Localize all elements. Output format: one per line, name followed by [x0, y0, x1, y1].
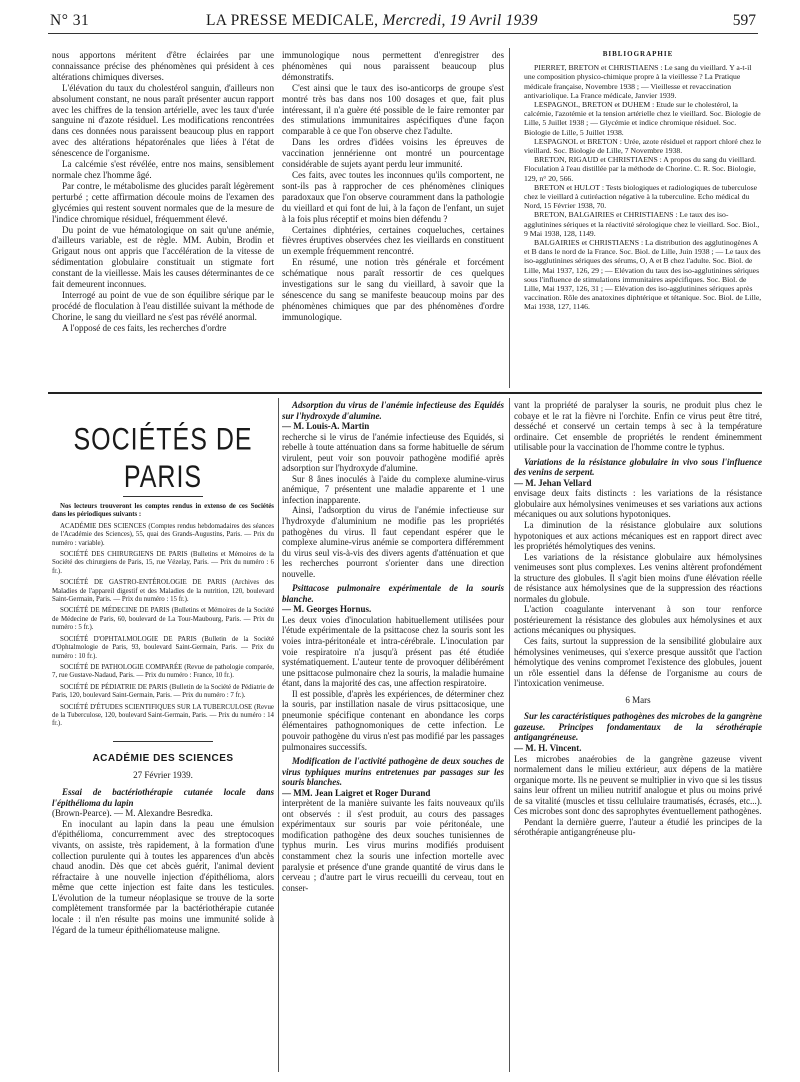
bibliography-title: BIBLIOGRAPHIE [602, 50, 674, 58]
list-item: SOCIÉTÉ DE PÉDIATRIE DE PARIS (Bulletin de la Société de Pédiatrie de Paris, 120, boulevard Saint-Germain, Paris. — Prix du numéro : 7 fr.). [52, 683, 274, 700]
divider [113, 741, 213, 742]
bibliography-entry: BRETON et HULOT : Tests biologiques et radiologiques de tuberculose chez le vieillard à cutiréaction négative à la tuberculine. Echo médical du Nord, 15 Février 1938, 70. [524, 182, 758, 211]
journal-title: LA PRESSE MEDICALE, Mercredi, 19 Avril 1939 [206, 12, 538, 29]
article-author: (Brown-Pearce). — M. Alexandre Besredka. [52, 808, 213, 819]
article-body: Ainsi, l'adsorption du virus de l'anémie infectieuse sur l'hydroxyde d'aluminium ne modifie pas les propriétés pathogènes du virus. Il faut cependant espérer que le complexe alumine-virus anémie se comportera différemment du virus seul vis-à-vis des divers agents d'atténuation et que les recherches pourront s'orienter dans une direction nouvelle. [282, 505, 504, 579]
article-body: Sur 8 ânes inoculés à l'aide du complexe alumine-virus anémique, 7 présentent une maladie apparente et 1 une infection inapparente. [282, 473, 504, 505]
article-title: Sur les caractéristiques pathogènes des microbes de la gangrène gazeuse. Principes fondamentaux de la sérothérapie antigangréneuse. [514, 711, 762, 743]
section-divider [48, 392, 762, 394]
bibliography [514, 50, 762, 390]
article-author: — M. Louis-A. Martin [282, 421, 370, 432]
divider [123, 496, 203, 497]
paragraph: C'est ainsi que le taux des iso-anticorps de groupe s'est montré très bas dans nos 100 dosages et que, fait plus intéressant, il n'a guère été possible de le faire remonter par des stimulations immunitaires aspécifiques d'une façon comparable à ce que l'on observe chez l'adulte. [282, 82, 504, 137]
column-divider [509, 398, 510, 1072]
academy-heading: ACADÉMIE DES SCIENCES [92, 752, 234, 764]
bibliography-entry: LESPAGNOL, BRETON et DUHEM : Etude sur le cholestérol, la calcémie, l'azotémie et la tension artérielle chez le vieillard. Soc. Biologie de Lille, 5 Juillet 1938 ; — Glycémie et indice chromique résiduel. Soc. Biologie de Lille, 5 Juillet 1938. [524, 100, 761, 137]
article-body: recherche si le virus de l'anémie infectieuse des Equidés, si rebelle à toute atténuation dans sa forme habituelle de sérum virulent, peut voir son pouvoir pathogène modifié après adsorption sur l'hydroxyde d'alumine. [282, 431, 504, 474]
session-date: 27 Février 1939. [133, 770, 193, 781]
page-number: 597 [732, 12, 756, 29]
article-body: envisage deux faits distincts : les variations de la résistance globulaire aux hémolysines venimeuses et ses variations aux actions mécaniques ou aux solutions hypotoniques. [514, 488, 762, 520]
article-body: Pendant la dernière guerre, l'auteur a étudié les principes de la sérothérapie antigangréneuse plu- [514, 816, 762, 838]
article-title: Psittacose pulmonaire expérimentale de la souris blanche. [282, 583, 504, 604]
article-body: L'action coagulante intervenant à son tour renforce postérieurement la résistance des globules aux hémolysines et aux actions mécaniques ou physiques. [514, 604, 762, 636]
column-divider [278, 398, 279, 1072]
article-column-1 [52, 50, 274, 386]
article-title: Variations de la résistance globulaire in vivo sous l'influence des venins de serpent. [514, 456, 762, 478]
article-column-2 [282, 50, 504, 386]
paragraph: Dans les ordres d'idées voisins les épreuves de vaccination jennérienne ont montré un pourcentage considérable de sujets ayant perdu leur immunité. [282, 137, 504, 170]
list-item: SOCIÉTÉ D'ÉTUDES SCIENTIFIQUES SUR LA TUBERCULOSE (Revue de la Tuberculose, 120, boulevard Saint-Germain, Paris. — Prix du numéro : 14 fr.). [52, 703, 274, 728]
article-author: — MM. Jean Laigret et Roger Durand [282, 787, 431, 798]
article-author: — M. Georges Hornus. [282, 604, 372, 615]
paragraph: nous apportons méritent d'être éclairées par une connaissance précise des phénomènes qui président à ces altérations chimiques diverses. [52, 50, 274, 82]
reports-column-2 [282, 400, 504, 1072]
paragraph: immunologique nous permettent d'enregistrer des phénomènes qui nous paraissent beaucoup plus démonstratifs. [282, 50, 504, 82]
article-body: Les deux voies d'inoculation habituellement utilisées pour l'étude expérimentale de la psittacose chez la souris sont les voies intra-péritonéale et intra-cérébrale. L'inoculation par voie respiratoire n'a jusqu'à présent pas été étudiée systématiquement. L'auteur tente de provoquer délibérément une psittacose pulmonaire chez la souris, la maladie humaine étant, dans la majorité des cas, une affection respiratoire. [282, 614, 504, 689]
article-body: vant la propriété de paralyser la souris, ne produit plus chez le cobaye et le rat la fièvre ni l'orchite. Enfin ce virus peut être titré, desséché et conservé un certain temps à sec à la température ordinaire. Cet ensemble de propriétés le rendent éminemment utilisable pour la vaccination de l'homme contre le typhus. [514, 400, 762, 453]
paragraph: Certaines diphtéries, certaines coqueluches, certaines fièvres éruptives observées chez les vieillards en constituent un exemple fréquemment rencontré. [282, 224, 504, 257]
page-header [48, 6, 758, 34]
list-item: SOCIÉTÉ DE MÉDECINE DE PARIS (Bulletins et Mémoires de la Société de Médecine de Paris, 60, boulevard de La Tour-Maubourg, Paris. — Prix du numéro : 5 fr.). [52, 607, 274, 632]
paragraph: A l'opposé de ces faits, les recherches d'ordre [62, 322, 227, 333]
list-item: SOCIÉTÉ D'OPHTALMOLOGIE DE PARIS (Bulletin de la Société d'Ophtalmologie de Paris, 93, boulevard Saint-Germain, Paris. — Prix du numéro : 10 fr.). [52, 635, 274, 660]
section-title: SOCIÉTÉS DE PARIS [73, 421, 253, 495]
paragraph: Du point de vue hématologique on sait qu'une anémie, d'ailleurs variable, est de règle. MM. Aubin, Brodin et Grigaut nous ont appris que l'accélération de la vitesse de sédimentation globulaire constituait un stigmate fort constant de la vieillesse. Mais les causes déterminantes de ce fait demeurent inconnues. [52, 224, 274, 290]
paragraph: Interrogé au point de vue de son équilibre sérique par le procédé de floculation à l'eau distillée suivant la méthode de Chorine, le sang du vieillard ne s'est pas révélé anormal. [52, 289, 274, 322]
article-body: Les variations de la résistance globulaire aux hémolysines venimeuses sont plus complexes. Les venins altèrent profondément la structure des globules. Il s'agit bien moins d'une élévation réelle de résistance aux hémolysines que de la suppression des réactions normales du globule. [514, 551, 762, 604]
session-date: 6 Mars [625, 694, 651, 705]
article-title: Essai de bactériothérapie cutanée locale dans l'épithélioma du lapin [52, 786, 274, 808]
paragraph: Ces faits, avec toutes les inconnues qu'ils comportent, ne sont-ils pas à rapprocher de ces phénomènes cliniques paradoxaux que l'on observe couramment dans la pathologie du vieillard et qui font de lui, à la façon de l'enfant, un sujet à la fois plus réceptif et moins bien défendu ? [282, 169, 504, 224]
list-item: SOCIÉTÉ DE PATHOLOGIE COMPARÉE (Revue de pathologie comparée, 7, rue Gustave-Nadaud, Paris. — Prix du numéro : France, 10 fr.). [52, 663, 274, 680]
article-body: Il est possible, d'après les expériences, de déterminer chez la souris, par instillation nasale de virus psittacosique, une pneumonie spécifique contenant en abondance les corps élémentaires pathognomoniques de cette infection. Le pouvoir pathogène du virus n'est pas modifié par les passages pulmonaires successifs. [282, 688, 504, 752]
bibliography-entry: BRETON, BALGAIRIES et CHRISTIAENS : Le taux des iso-agglutinines sériques et la réactivité sérologique chez le vieillard. Soc. Biol., 9 Mai 1938, 128, 1149. [524, 210, 760, 238]
issue-number: N° 31 [50, 12, 90, 29]
bibliography-entry: BALGAIRIES et CHRISTIAENS : La distribution des agglutinogènes A et B dans le nord de la France. Soc. Biol. de Lille, Juin 1938 ; — Le taux des iso-agglutinines sériques des sérums, O, A et B chez l'adulte. Soc. Biol. de Lille, Mai 1937, 126, 29 ; — Elévation du taux des iso-agglutinines sériques sous l'influence de stimulations immunitaires aspécifiques. Soc. Biol. de Lille, Mai 1937, 126, 31 ; — Elévation des iso-agglutinines sériques après vaccination. Rôle des anatoxines diphtérique et tétanique. Soc. Biol. de Lille, Mai 1938, 127, 1146. [524, 238, 762, 312]
periodicals-intro: Nos lecteurs trouveront les comptes rendus in extenso de ces Sociétés dans les périodiques suivants : [52, 503, 274, 519]
article-body: La diminution de la résistance globulaire aux solutions hypotoniques et aux actions mécaniques est en rapport direct avec les propriétés hémolytiques des venins. [514, 520, 762, 552]
bibliography-entry: BRETON, RIGAUD et CHRISTIAENS : A propos du sang du vieillard. Floculation à l'eau distillée par la méthode de Chorine. C. R. Soc. Biologie, 129, n° 20, 566. [524, 155, 756, 183]
list-item: SOCIÉTÉ DE GASTRO-ENTÉROLOGIE DE PARIS (Archives des Maladies de l'appareil digestif et des Maladies de la nutrition, 120, boulevard Saint-Germain, Paris. — Prix du numéro : 15 fr.). [52, 579, 274, 604]
article-author: — M. H. Vincent. [514, 742, 582, 753]
article-body: Les microbes anaérobies de la gangrène gazeuse vivent normalement dans le milieu extérieur, aux dépens de la matière organique morte. Ils ne peuvent se multiplier in vivo que si les tissus sains leur offrent un milieu nutritif analogue et plus ou moins privé de sa vitalité (muscles et tissu cellulaire traumatisés, écrasés, etc...). Ces microbes sont donc des saprophytes éventuellement pathogènes. [514, 753, 762, 817]
bibliography-entry: LESPAGNOL et BRETON : Urée, azote résiduel et rapport chloré chez le vieillard. Soc. Biologie de Lille, 7 Novembre 1938. [524, 136, 762, 156]
article-author: — M. Jehan Vellard [514, 477, 592, 488]
reports-column-3 [514, 400, 762, 1072]
list-item: SOCIÉTÉ DES CHIRURGIENS DE PARIS (Bulletins et Mémoires de la Société des chirurgiens de Paris, 15, rue Vézelay, Paris. — Prix du numéro : 6 fr.). [52, 551, 274, 575]
article-title: Modification de l'activité pathogène de deux souches de virus typhiques murins entretenues par passages sur les souris blanches. [282, 756, 504, 788]
bibliography-entry: PIERRET, BRETON et CHRISTIAENS : Le sang du vieillard. Y a-t-il une composition physico-chimique propre à la vieillesse ? La Pratique médicale française, Novembre 1938 ; — Vieillesse et revaccination antivariolique. La France médicale, Janvier 1939. [524, 63, 752, 100]
article-body: En inoculant au lapin dans la peau une émulsion d'épithélioma, concurremment avec des streptocoques vivants, on assiste, très rapidement, à la formation d'une collection purulente qui à toutes les apparences d'un abcès chaud anodin. Dès que cet abcès guérit, l'animal devient réfractaire à une nouvelle injection d'épithélioma, alors même que cette injection est faite dans les testicules. L'évolution de la tumeur néoplasique se trouve de la sorte complètement transformée par la bactériothérapie cutanée locale : il n'en résulte pas moins une immunité solide à l'égard de la tumeur épithéliomateuse maligne. [52, 818, 274, 935]
article-body: Ces faits, surtout la suppression de la sensibilité globulaire aux hémolysines venimeuses, qui s'exerce presque aussitôt que l'action hémolytique des venins compromet l'existence des globules, jouent un rôle essentiel dans la défense de l'organisme au cours de l'intoxication venimeuse. [514, 636, 762, 689]
paragraph: La calcémie s'est révélée, entre nos mains, sensiblement normale chez l'homme âgé. [52, 159, 274, 180]
paragraph: Par contre, le métabolisme des glucides paraît légèrement perturbé ; cette affirmation découle moins de l'examen des glycémies qui restent souvent normales que de la mesure de l'indice chromique résiduel, fréquemment élevé. [52, 180, 274, 224]
list-item: ACADÉMIE DES SCIENCES (Comptes rendus hebdomadaires des séances de l'Académie des Sciences), 55, quai des Grands-Augustins, Paris. — Prix du numéro : variable). [52, 522, 274, 547]
article-title: Adsorption du virus de l'anémie infectieuse des Equidés sur l'hydroxyde d'alumine. [282, 400, 504, 421]
paragraph: L'élévation du taux du cholestérol sanguin, d'ailleurs non absolument constant, ne nous paraît présenter aucun rapport avec les chiffres de la tension artérielle, avec les taux d'urée sanguine ni d'azote résiduel. Les modifications rencontrées dans ces données nous paraissent beaucoup plus en rapport avec des altérations hépatorénales que liées à l'état de sénescence de l'organisme. [52, 82, 274, 159]
column-divider [509, 48, 510, 388]
societes-column [52, 400, 274, 1070]
article-body: interprètent de la manière suivante les faits nouveaux qu'ils ont observés : il s'est produit, au cours des passages expérimentaux sur souris par voie péritonéale, une modification pathogène des deux souches tunisiennes de typhus murin. Les virus murins modifiés produisent constamment chez la souris une infection mortelle avec paralysie et présence d'une grande quantité de virus dans le cerveau ; d'autre part le virus recueilli du cerveau, tout en conser- [282, 798, 504, 893]
paragraph: En résumé, une notion très générale et forcément schématique nous paraît ressortir de ces quelques investigations sur le sang du vieillard, à savoir que la sénescence du sang se manifeste beaucoup moins par des phénomènes chimiques que par des phénomènes d'ordre immunologique. [282, 257, 504, 322]
periodicals-list [52, 503, 274, 729]
